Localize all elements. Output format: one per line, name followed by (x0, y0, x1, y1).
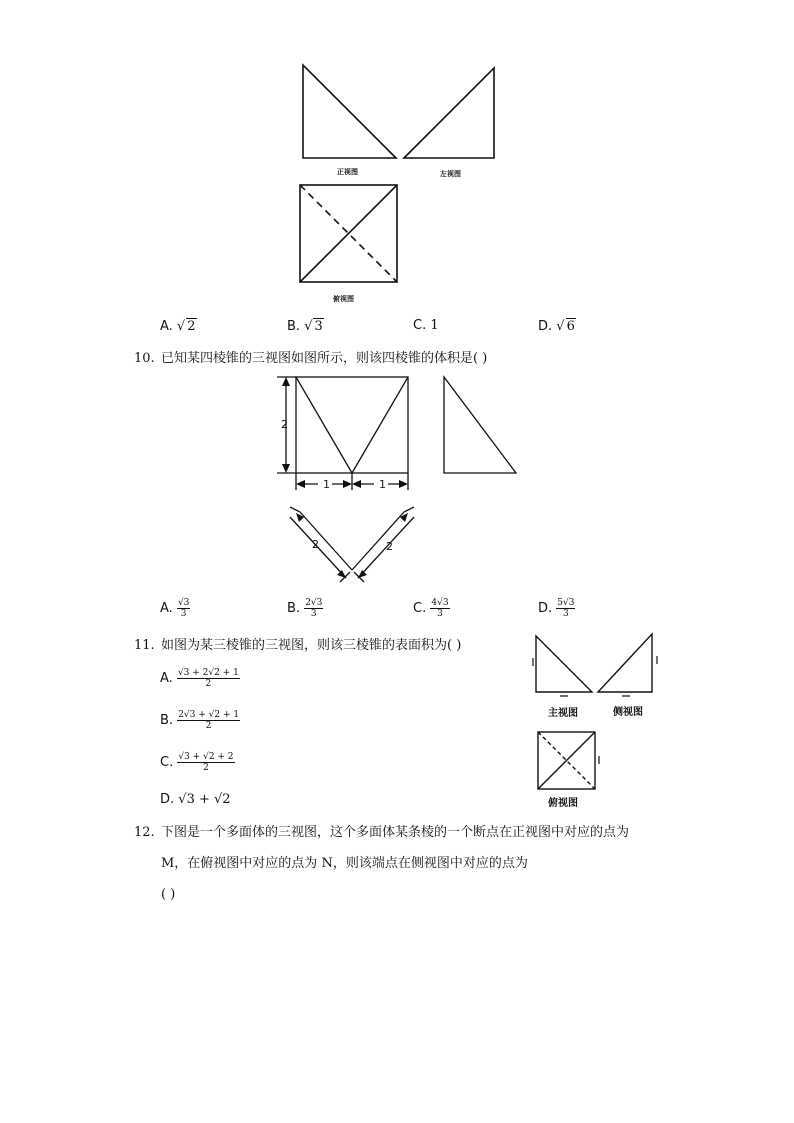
q12-question-line2: M，在俯视图中对应的点为 N，则该端点在侧视图中对应的点为 (161, 856, 528, 871)
q11-option-d: D. √3 + √2 (160, 792, 231, 807)
q12-number: 12. (134, 825, 155, 840)
q9-front-view-label: 正视图 (337, 168, 358, 176)
q10-slant-right-label: 2 (386, 540, 393, 553)
q11-side-view-label: 侧视图 (613, 707, 643, 718)
q11-top-view-label: 俯视图 (548, 798, 578, 809)
q10-slant-left-label: 2 (312, 538, 319, 551)
q10-number: 10. (134, 351, 155, 366)
q10-option-d: D. $\frac{5√3}{3}$ (538, 598, 575, 619)
q10-option-b: B. $\frac{2√3}{3}$ (287, 598, 323, 619)
q9-option-b: B. √ 3 (287, 319, 323, 334)
q9-option-c: C. 1 (413, 318, 439, 333)
q11-front-view-label: 主视图 (548, 708, 578, 719)
q12-question-line3: ( ) (161, 887, 176, 902)
q9-option-a: A. √ 2 (160, 319, 196, 334)
q9-side-view-label: 左视图 (440, 170, 461, 178)
q11-option-b: B. $\frac{2√3 + √2 + 1}{2}$ (160, 710, 240, 731)
q11-question-text: 如图为某三棱锥的三视图，则该三棱锥的表面积为( ) (161, 638, 462, 653)
q11-option-a: A. $\frac{√3 + 2√2 + 1}{2}$ (160, 668, 239, 689)
q10-question-text: 已知某四棱锥的三视图如图所示，则该四棱锥的体积是( ) (161, 351, 488, 366)
q9-option-d: D. √ 6 (538, 319, 575, 334)
q10-half-left-label: 1 (323, 478, 330, 491)
q11-option-c: C. $\frac{√3 + √2 + 2}{2}$ (160, 752, 234, 773)
q10-option-a: A. $\frac{√3}{3}$ (160, 598, 190, 619)
q10-option-c: C. $\frac{4√3}{3}$ (413, 598, 449, 619)
q11-number: 11. (134, 638, 155, 653)
q10-half-right-label: 1 (379, 478, 386, 491)
q12-question-line1: 下图是一个多面体的三视图，这个多面体某条棱的一个断点在正视图中对应的点为 (161, 825, 630, 840)
q9-top-view-label: 俯视图 (333, 295, 354, 303)
q10-height-label: 2 (281, 418, 288, 431)
